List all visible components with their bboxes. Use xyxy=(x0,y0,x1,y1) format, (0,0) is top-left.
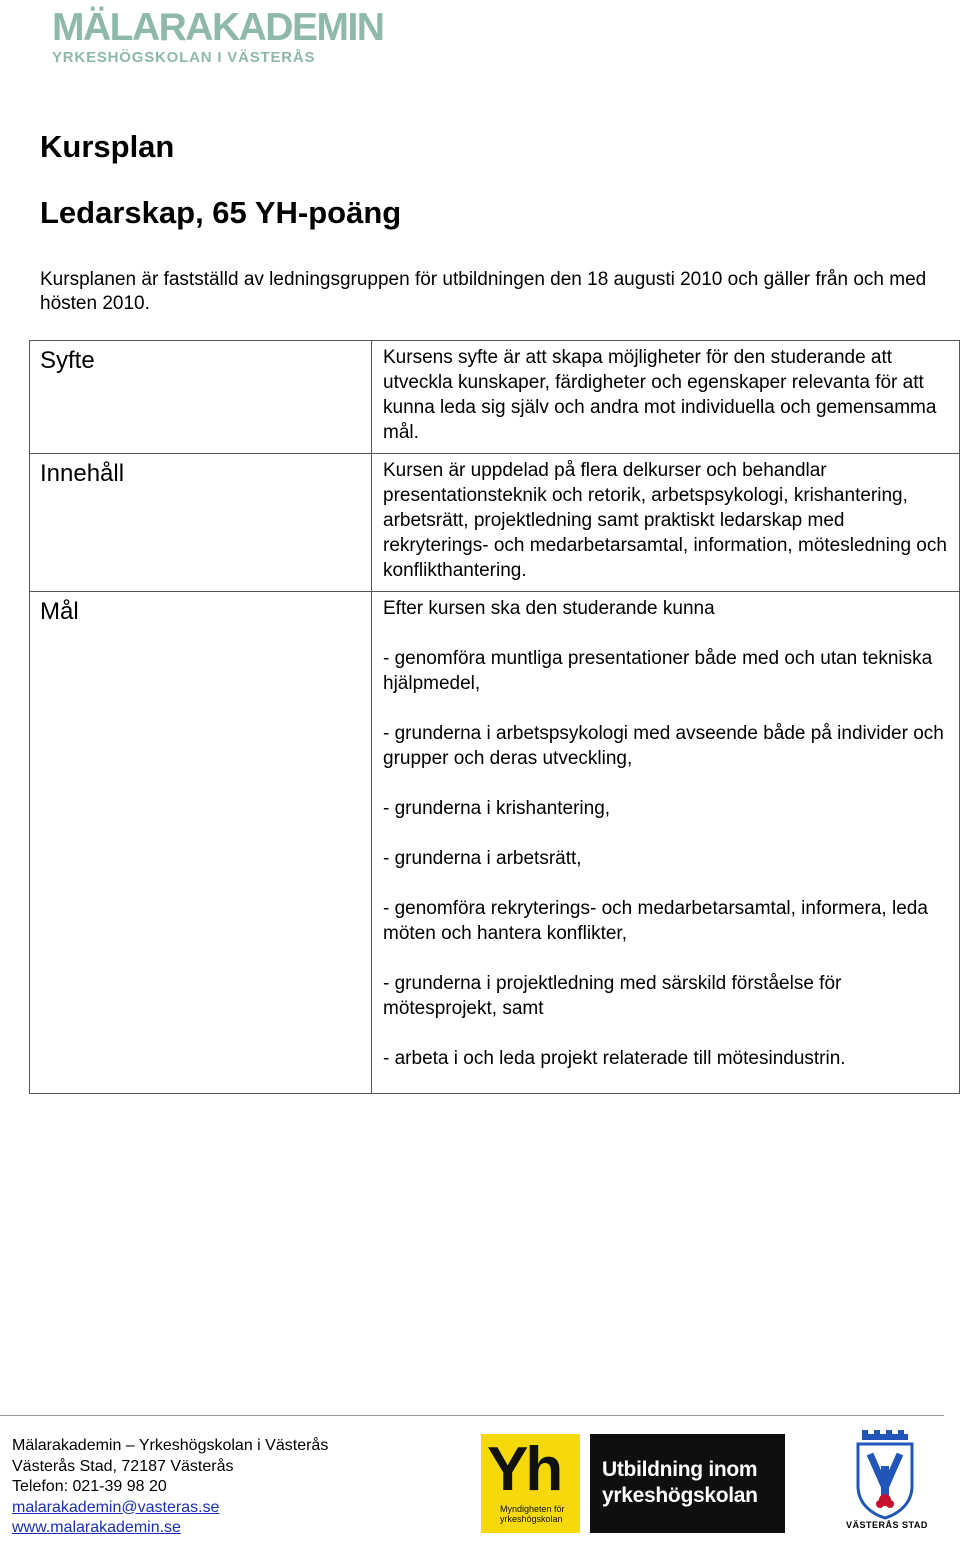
content-mal xyxy=(372,592,960,1094)
table-row-syfte xyxy=(30,341,960,454)
footer-contact xyxy=(12,1436,328,1539)
yh-logo-mark: Yh xyxy=(487,1435,561,1504)
footer-org: Mälarakademin – Yrkeshögskolan i Västerås xyxy=(12,1437,329,1454)
list-item: - grunderna i arbetspsykologi med avseende både på individer och grupper och deras utveckling, xyxy=(383,723,944,769)
utbildning-logo-line1: Utbildning inom xyxy=(602,1458,758,1481)
malarakademin-logo xyxy=(52,6,384,67)
table-row-innehall xyxy=(30,454,960,592)
label-mal: Mål xyxy=(30,592,372,1094)
list-item: - genomföra rekryterings- och medarbetarsamtal, informera, leda möten och hantera konflikter, xyxy=(383,898,928,944)
list-item: - grunderna i arbetsrätt, xyxy=(383,848,582,869)
footer-email-link[interactable]: malarakademin@vasteras.se xyxy=(12,1498,220,1516)
course-title: Ledarskap, 65 YH-poäng xyxy=(40,195,402,230)
footer-web-link[interactable]: www.malarakademin.se xyxy=(12,1519,181,1536)
course-plan-table xyxy=(29,340,960,1094)
content-syfte: Kursens syfte är att skapa möjligheter för den studerande att utveckla kunskaper, färdigheter och egenskaper relevanta för att kunna leda sig själv och andra mot individuella och gemensamma mål. xyxy=(372,341,960,454)
logo-main-text: MÄLARAKADEMIN xyxy=(52,6,384,49)
logo-sub-text: YRKESHÖGSKOLAN I VÄSTERÅS xyxy=(52,49,316,66)
label-syfte: Syfte xyxy=(30,341,372,454)
label-innehall: Innehåll xyxy=(30,454,372,592)
utbildning-logo xyxy=(590,1434,785,1533)
list-item: - arbeta i och leda projekt relaterade till mötesindustrin. xyxy=(383,1048,846,1069)
list-item: - grunderna i krishantering, xyxy=(383,798,611,819)
content-innehall: Kursen är uppdelad på flera delkurser och behandlar presentationsteknik och retorik, arbetspsykologi, krishantering, arbetsrätt, projektledning samt praktiskt ledarskap med rekryterings- och medarbetarsamtal, information, mötesledning och konflikthantering. xyxy=(372,454,960,592)
goals-intro: Efter kursen ska den studerande kunna xyxy=(383,598,715,619)
intro-paragraph: Kursplanen är fastställd av ledningsgruppen för utbildningen den 18 augusti 2010 och gäller från och med hösten 2010. xyxy=(40,269,927,314)
footer-divider xyxy=(0,1415,944,1416)
page-title: Kursplan xyxy=(40,129,175,164)
footer-address: Västerås Stad, 72187 Västerås xyxy=(12,1457,234,1475)
goals-list xyxy=(383,646,949,1071)
yh-logo xyxy=(481,1434,580,1533)
footer-phone: Telefon: 021-39 98 20 xyxy=(12,1478,167,1495)
utbildning-logo-line2: yrkeshögskolan xyxy=(602,1484,758,1507)
crest-caption: VÄSTERÅS STAD xyxy=(846,1520,928,1530)
list-item: - grunderna i projektledning med särskild förståelse för mötesprojekt, samt xyxy=(383,973,842,1019)
yh-logo-caption: Myndigheten för yrkeshögskolan xyxy=(500,1504,565,1524)
list-item: - genomföra muntliga presentationer både med och utan tekniska hjälpmedel, xyxy=(383,648,933,694)
table-row-mal xyxy=(30,592,960,1094)
